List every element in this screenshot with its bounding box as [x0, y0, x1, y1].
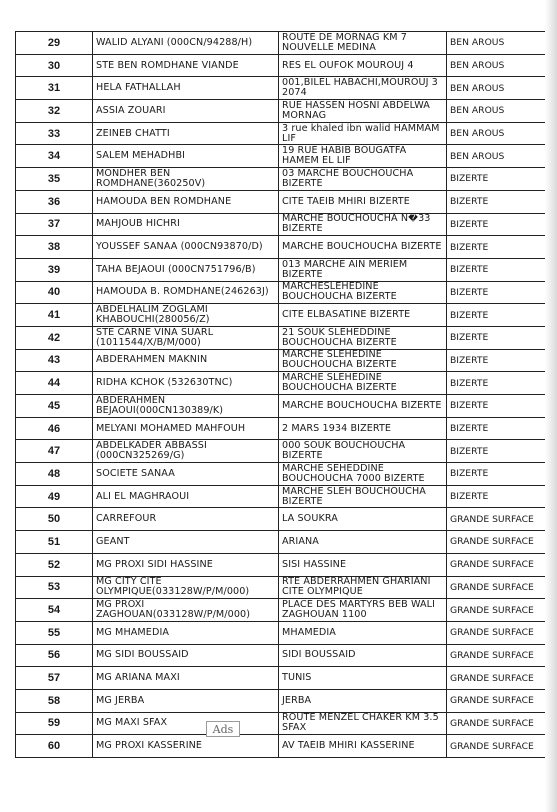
client-name: MG JERBA — [93, 689, 279, 712]
page-edge-shadow — [545, 0, 557, 812]
row-number: 48 — [16, 463, 93, 486]
client-region: GRANDE SURFACE — [447, 735, 546, 758]
row-number: 36 — [16, 190, 93, 213]
row-number: 39 — [16, 258, 93, 281]
table-row — [16, 258, 546, 281]
row-number: 41 — [16, 304, 93, 327]
table-row — [16, 735, 546, 758]
client-region: GRANDE SURFACE — [447, 621, 546, 644]
client-name: ZEINEB CHATTI — [93, 122, 279, 145]
client-name: SALEM MEHADHBI — [93, 145, 279, 168]
client-address: 001,BILEL HABACHI,MOUROUJ 3 2074 — [279, 77, 447, 100]
client-name: MG MHAMEDIA — [93, 621, 279, 644]
table-row — [16, 236, 546, 259]
row-number: 32 — [16, 100, 93, 123]
client-address: JERBA — [279, 689, 447, 712]
table-row — [16, 508, 546, 531]
client-region: BIZERTE — [447, 190, 546, 213]
row-number: 49 — [16, 485, 93, 508]
row-number: 56 — [16, 644, 93, 667]
client-address: LA SOUKRA — [279, 508, 447, 531]
table-row — [16, 326, 546, 349]
row-number: 55 — [16, 621, 93, 644]
row-number: 29 — [16, 32, 93, 55]
table-row — [16, 531, 546, 554]
table-body — [16, 32, 546, 758]
client-name: MG PROXI KASSERINE — [93, 735, 279, 758]
row-number: 57 — [16, 667, 93, 690]
client-name: MONDHER BEN ROMDHANE(360250V) — [93, 168, 279, 191]
row-number: 40 — [16, 281, 93, 304]
client-region: GRANDE SURFACE — [447, 712, 546, 735]
client-address: SIDI BOUSSAID — [279, 644, 447, 667]
client-name: GEANT — [93, 531, 279, 554]
table-row — [16, 54, 546, 77]
client-region: GRANDE SURFACE — [447, 553, 546, 576]
client-name: MAHJOUB HICHRI — [93, 213, 279, 236]
table-row — [16, 417, 546, 440]
table-row — [16, 395, 546, 418]
client-name: HAMOUDA BEN ROMDHANE — [93, 190, 279, 213]
client-address: CITE TAEIB MHIRI BIZERTE — [279, 190, 447, 213]
client-address: 2 MARS 1934 BIZERTE — [279, 417, 447, 440]
row-number: 42 — [16, 326, 93, 349]
client-address: PLACE DES MARTYRS BEB WALI ZAGHOUAN 1100 — [279, 599, 447, 622]
client-name: ABDELKADER ABBASSI (000CN325269/G) — [93, 440, 279, 463]
row-number: 59 — [16, 712, 93, 735]
client-name: TAHA BEJAOUI (000CN751796/B) — [93, 258, 279, 281]
row-number: 58 — [16, 689, 93, 712]
client-name: ASSIA ZOUARI — [93, 100, 279, 123]
client-name: MG PROXI SIDI HASSINE — [93, 553, 279, 576]
client-address: AV TAEIB MHIRI KASSERINE — [279, 735, 447, 758]
client-region: BEN AROUS — [447, 122, 546, 145]
client-address: TUNIS — [279, 667, 447, 690]
client-region: BEN AROUS — [447, 32, 546, 55]
client-name: MELYANI MOHAMED MAHFOUH — [93, 417, 279, 440]
row-number: 47 — [16, 440, 93, 463]
table-row — [16, 712, 546, 735]
client-region: BIZERTE — [447, 463, 546, 486]
row-number: 44 — [16, 372, 93, 395]
client-name: HELA FATHALLAH — [93, 77, 279, 100]
client-address: RES EL OUFOK MOUROUJ 4 — [279, 54, 447, 77]
row-number: 30 — [16, 54, 93, 77]
client-address: MARCHE SLEHEDINE BOUCHOUCHA BIZERTE — [279, 372, 447, 395]
client-name: ABDERAHMEN BEJAOUI(000CN130389/K) — [93, 395, 279, 418]
client-name: MG CITY CITE OLYMPIQUE(033128W/P/M/000) — [93, 576, 279, 599]
client-address: ROUTE MENZEL CHAKER KM 3.5 SFAX — [279, 712, 447, 735]
table-row — [16, 168, 546, 191]
client-region: BIZERTE — [447, 417, 546, 440]
row-number: 38 — [16, 236, 93, 259]
client-address: MARCHE BOUCHOUCHA BIZERTE — [279, 236, 447, 259]
row-number: 31 — [16, 77, 93, 100]
table-row — [16, 599, 546, 622]
client-address: MARCHE BOUCHOUCHA N�33 BIZERTE — [279, 213, 447, 236]
row-number: 37 — [16, 213, 93, 236]
row-number: 35 — [16, 168, 93, 191]
client-region: BEN AROUS — [447, 77, 546, 100]
table-row — [16, 463, 546, 486]
table-row — [16, 349, 546, 372]
client-region: BEN AROUS — [447, 145, 546, 168]
client-address: 000 SOUK BOUCHOUCHA BIZERTE — [279, 440, 447, 463]
client-region: BIZERTE — [447, 236, 546, 259]
client-name: STE CARNE VINA SUARL (1011544/X/B/M/000) — [93, 326, 279, 349]
client-region: GRANDE SURFACE — [447, 531, 546, 554]
client-region: BIZERTE — [447, 258, 546, 281]
client-address: CITE ELBASATINE BIZERTE — [279, 304, 447, 327]
client-region: GRANDE SURFACE — [447, 599, 546, 622]
table-row — [16, 100, 546, 123]
client-region: BIZERTE — [447, 395, 546, 418]
row-number: 43 — [16, 349, 93, 372]
table-row — [16, 77, 546, 100]
row-number: 46 — [16, 417, 93, 440]
table-row — [16, 190, 546, 213]
client-region: GRANDE SURFACE — [447, 508, 546, 531]
table-row — [16, 689, 546, 712]
client-region: GRANDE SURFACE — [447, 667, 546, 690]
table-row — [16, 32, 546, 55]
store-list-table — [15, 31, 546, 758]
client-name: ABDERAHMEN MAKNIN — [93, 349, 279, 372]
table-row — [16, 553, 546, 576]
client-name: MG ARIANA MAXI — [93, 667, 279, 690]
client-region: BIZERTE — [447, 168, 546, 191]
row-number: 52 — [16, 553, 93, 576]
client-address: ARIANA — [279, 531, 447, 554]
client-name: MG SIDI BOUSSAID — [93, 644, 279, 667]
table-row — [16, 621, 546, 644]
client-address: MARCHE BOUCHOUCHA BIZERTE — [279, 395, 447, 418]
row-number: 53 — [16, 576, 93, 599]
client-address: MARCHE SLEHEDINE BOUCHOUCHA BIZERTE — [279, 349, 447, 372]
client-region: GRANDE SURFACE — [447, 644, 546, 667]
client-name: CARREFOUR — [93, 508, 279, 531]
client-address: 19 RUE HABIB BOUGATFA HAMEM EL LIF — [279, 145, 447, 168]
table-row — [16, 667, 546, 690]
client-name: MG MAXI SFAX — [93, 712, 279, 735]
client-region: BEN AROUS — [447, 54, 546, 77]
client-name: ALI EL MAGHRAOUI — [93, 485, 279, 508]
row-number: 45 — [16, 395, 93, 418]
client-address: RTE ABDERRAHMEN GHARIANI CITE OLYMPIQUE — [279, 576, 447, 599]
client-name: ABDELHALIM ZOGLAMI KHABOUCHI(280056/Z) — [93, 304, 279, 327]
table-row — [16, 485, 546, 508]
client-name: MG PROXI ZAGHOUAN(033128W/P/M/000) — [93, 599, 279, 622]
row-number: 33 — [16, 122, 93, 145]
client-region: BEN AROUS — [447, 100, 546, 123]
table-row — [16, 281, 546, 304]
client-address: ROUTE DE MORNAG KM 7 NOUVELLE MEDINA — [279, 32, 447, 55]
client-region: BIZERTE — [447, 485, 546, 508]
client-region: BIZERTE — [447, 281, 546, 304]
client-name: WALID ALYANI (000CN/94288/H) — [93, 32, 279, 55]
client-region: BIZERTE — [447, 213, 546, 236]
client-address: 21 SOUK SLEHEDDINE BOUCHOUCHA BIZERTE — [279, 326, 447, 349]
table-row — [16, 372, 546, 395]
client-region: BIZERTE — [447, 304, 546, 327]
row-number: 51 — [16, 531, 93, 554]
row-number: 34 — [16, 145, 93, 168]
client-address: MARCHESLEHEDINE BOUCHOUCHA BIZERTE — [279, 281, 447, 304]
table-row — [16, 213, 546, 236]
row-number: 54 — [16, 599, 93, 622]
client-region: BIZERTE — [447, 372, 546, 395]
table-row — [16, 122, 546, 145]
client-name: SOCIETE SANAA — [93, 463, 279, 486]
client-region: GRANDE SURFACE — [447, 576, 546, 599]
client-address: SISI HASSINE — [279, 553, 447, 576]
table-row — [16, 440, 546, 463]
table-row — [16, 576, 546, 599]
client-region: BIZERTE — [447, 440, 546, 463]
client-address: 03 MARCHE BOUCHOUCHA BIZERTE — [279, 168, 447, 191]
client-address: RUE HASSEN HOSNI ABDELWA MORNAG — [279, 100, 447, 123]
table-row — [16, 644, 546, 667]
client-address: MARCHE SLEH BOUCHOUCHA BIZERTE — [279, 485, 447, 508]
client-name: RIDHA KCHOK (532630TNC) — [93, 372, 279, 395]
client-name: YOUSSEF SANAA (000CN93870/D) — [93, 236, 279, 259]
row-number: 60 — [16, 735, 93, 758]
table-row — [16, 304, 546, 327]
row-number: 50 — [16, 508, 93, 531]
client-name: STE BEN ROMDHANE VIANDE — [93, 54, 279, 77]
client-region: BIZERTE — [447, 349, 546, 372]
client-region: GRANDE SURFACE — [447, 689, 546, 712]
client-address: 3 rue khaled ibn walid HAMMAM LIF — [279, 122, 447, 145]
client-region: BIZERTE — [447, 326, 546, 349]
client-name: HAMOUDA B. ROMDHANE(246263J) — [93, 281, 279, 304]
table-row — [16, 145, 546, 168]
client-address: MARCHE SEHEDDINE BOUCHOUCHA 7000 BIZERTE — [279, 463, 447, 486]
ads-badge[interactable]: Ads — [206, 721, 240, 737]
client-address: 013 MARCHE AIN MERIEM BIZERTE — [279, 258, 447, 281]
client-address: MHAMEDIA — [279, 621, 447, 644]
